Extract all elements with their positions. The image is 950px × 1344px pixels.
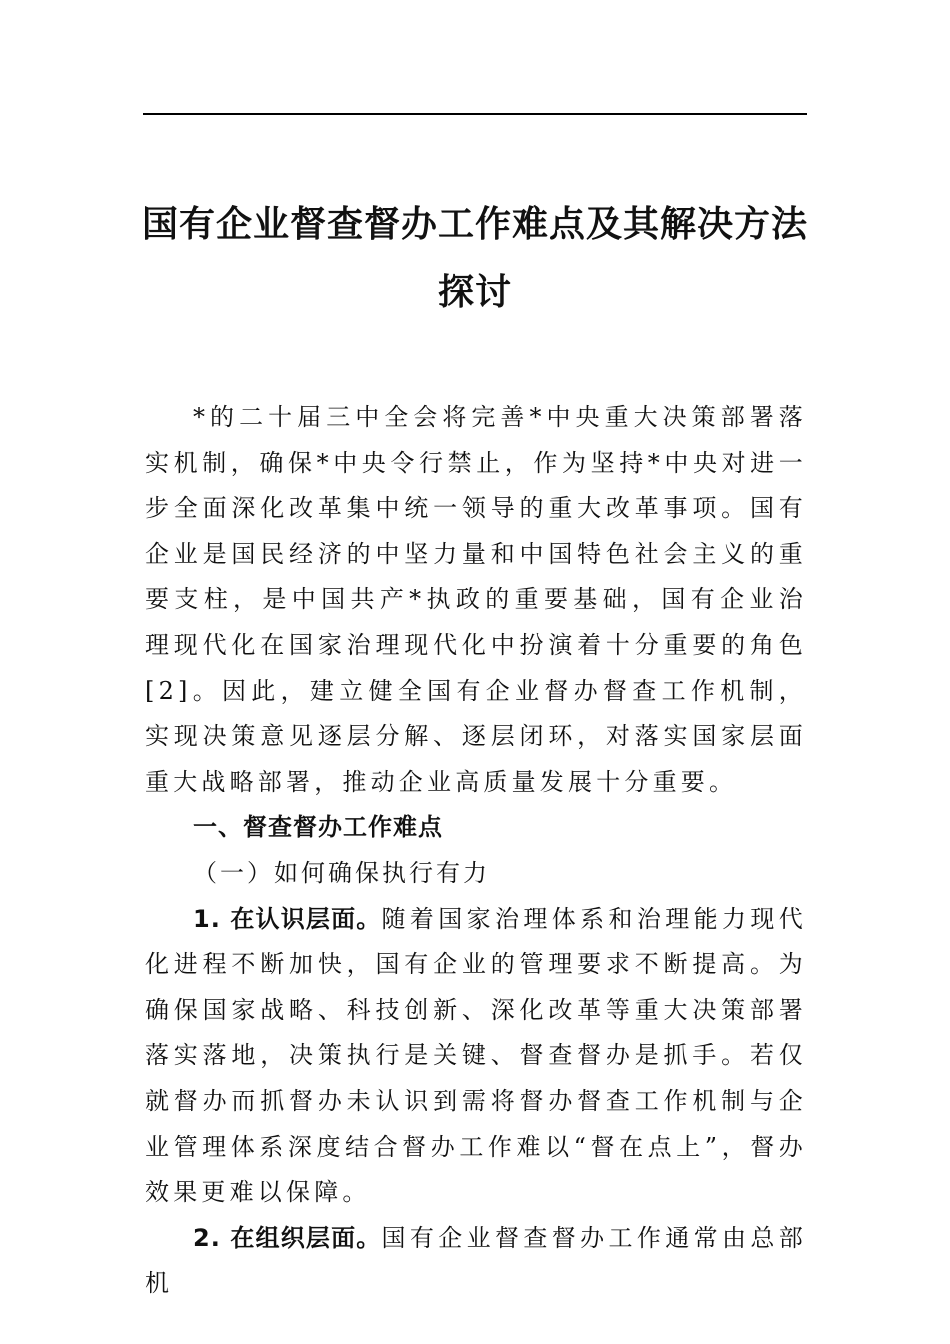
item-2-text: 国有企业督查督办工作通常由总部机 [145, 1223, 808, 1298]
subsection-heading: （一）如何确保执行有力 [193, 858, 490, 887]
section-heading: 一、督查督办工作难点 [193, 813, 443, 842]
item-1-paragraph [145, 897, 807, 1216]
item-1-lead: 1. 在认识层面。 [193, 904, 382, 933]
header-rule [143, 113, 807, 115]
item-2-lead: 2. 在组织层面。 [193, 1223, 382, 1252]
document-title [120, 190, 830, 326]
title-line-1: 国有企业督查督办工作难点及其解决方法 [141, 203, 808, 245]
intro-paragraph: *的二十届三中全会将完善*中央重大决策部署落实机制，确保*中央令行禁止，作为坚持*中央对进一步全面深化改革集中统一领导的重大改革事项。国有企业是国民经济的中坚力量和中国特色社会主义的重要支柱，是中国共产*执政的重要基础，国有企业治理现代化在国家治理现代化中扮演着十分重要的角色[2]。因此，建立健全国有企业督办督查工作机制，实现决策意见逐层分解、逐层闭环，对落实国家层面重大战略部署，推动企业高质量发展十分重要。 [145, 403, 807, 796]
item-2-paragraph [145, 1216, 807, 1307]
item-1-text: 随着国家治理体系和治理能力现代化进程不断加快，国有企业的管理要求不断提高。为确保国家战略、科技创新、深化改革等重大决策部署落实落地，决策执行是关键、督查督办是抓手。若仅就督办而抓督办未认识到需将督办督查工作机制与企业管理体系深度结合督办工作难以“督在点上”，督办效果更难以保障。 [145, 904, 808, 1207]
document-body [145, 395, 807, 1307]
title-line-2: 探讨 [437, 271, 512, 313]
